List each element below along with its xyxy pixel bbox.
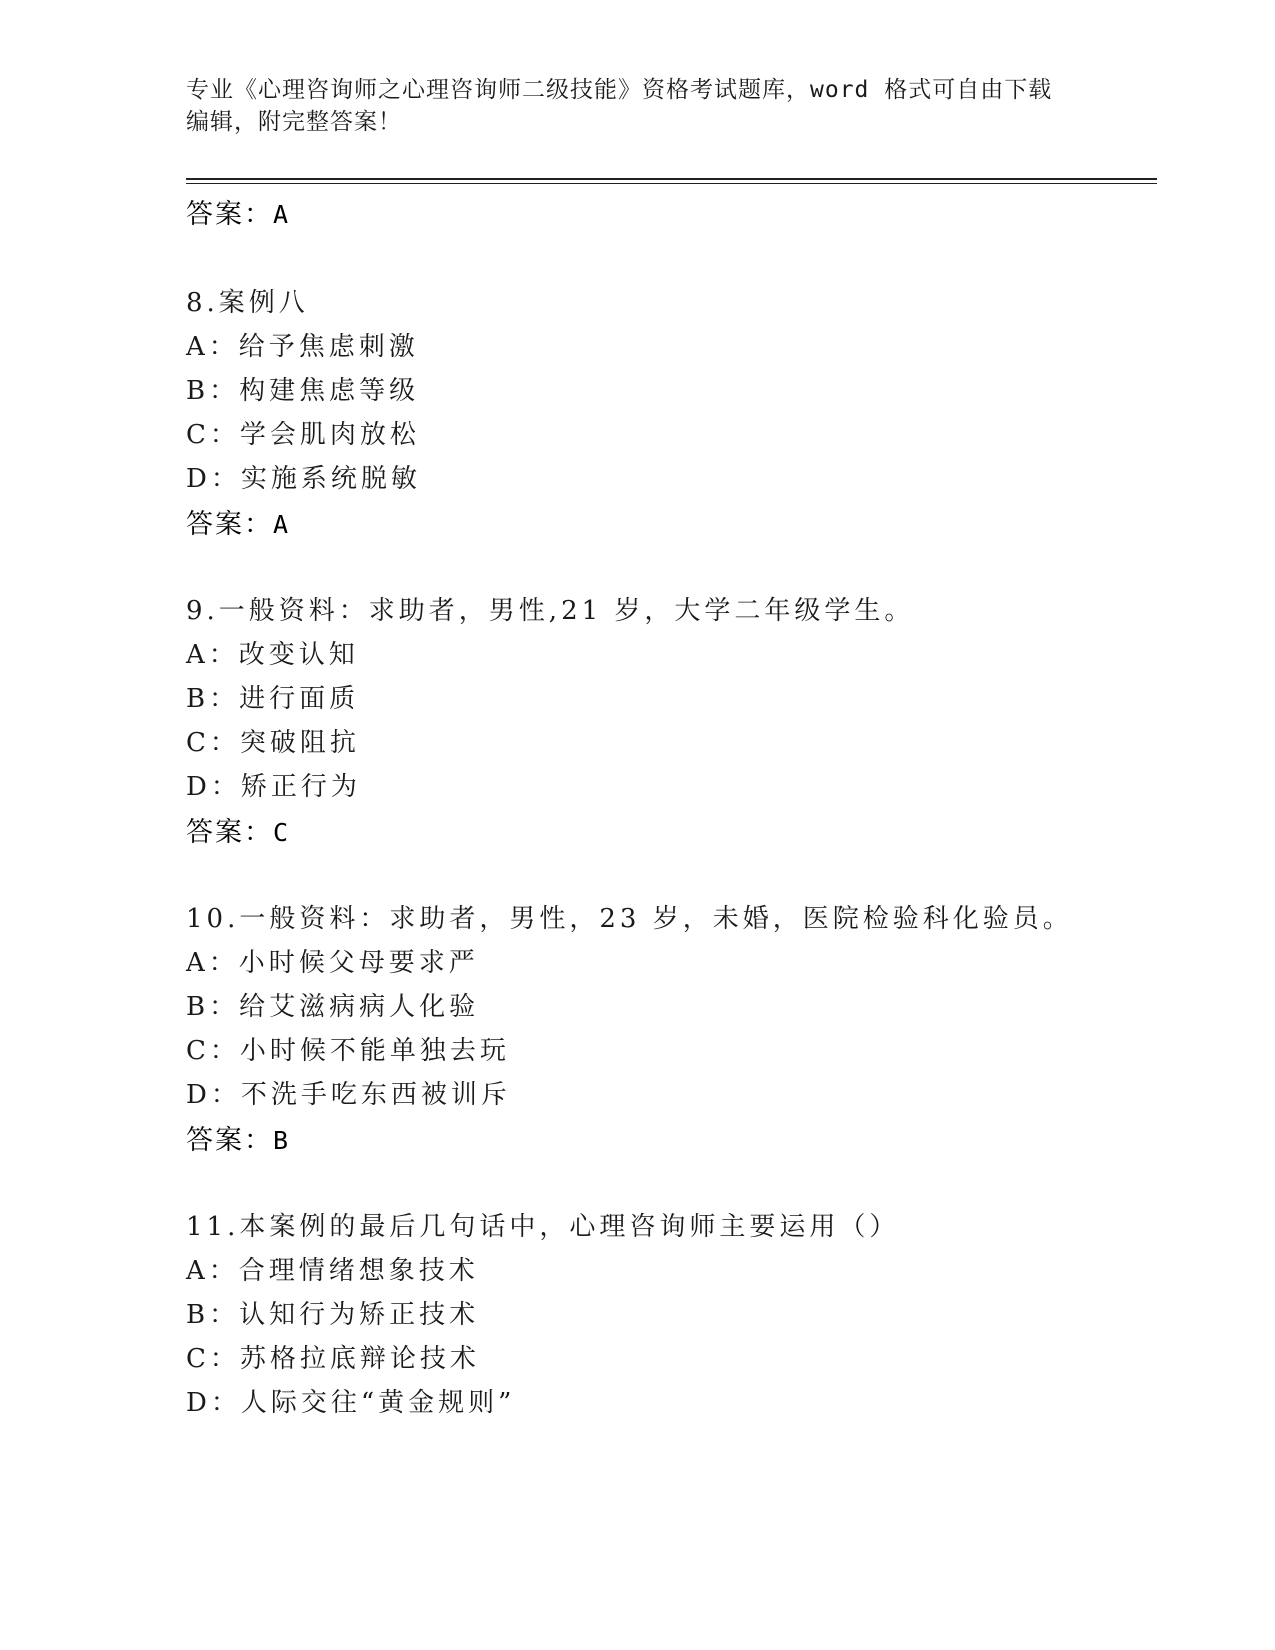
option-b: B：构建焦虑等级 [186,376,420,406]
answer-value: B [273,1126,291,1155]
header-divider-thin [186,183,1157,184]
answer-line [186,810,290,849]
answer-line [186,192,290,231]
answer-label: 答案： [186,1125,273,1156]
option-c: C：苏格拉底辩论技术 [186,1344,480,1374]
header-line-2: 编辑，附完整答案！ [186,109,402,135]
option-d: D：不洗手吃东西被训斥 [186,1080,511,1110]
option-a: A：改变认知 [186,640,359,670]
option-a: A：合理情绪想象技术 [186,1256,479,1286]
option-b: B：认知行为矫正技术 [186,1300,480,1330]
answer-value: A [273,510,291,539]
option-c: C：小时候不能单独去玩 [186,1036,510,1066]
question-stem: 11.本案例的最后几句话中，心理咨询师主要运用（） [186,1212,900,1242]
answer-label: 答案： [186,817,273,848]
option-d: D：人际交往“黄金规则” [186,1388,516,1418]
option-d: D：矫正行为 [186,772,361,802]
answer-label: 答案： [186,199,273,230]
question-stem: 10.一般资料：求助者，男性，23 岁，未婚，医院检验科化验员。 [186,904,1073,934]
header-divider-thick [186,178,1157,180]
option-d: D：实施系统脱敏 [186,464,421,494]
option-c: C：学会肌肉放松 [186,420,420,450]
answer-value: C [273,818,291,847]
option-b: B：给艾滋病病人化验 [186,992,480,1022]
question-stem: 8.案例八 [186,288,309,318]
answer-line [186,502,290,541]
option-b: B：进行面质 [186,684,360,714]
option-a: A：小时候父母要求严 [186,948,479,978]
document-header [186,74,1086,138]
answer-line [186,1118,290,1157]
option-c: C：突破阻抗 [186,728,360,758]
header-line-1: 专业《心理咨询师之心理咨询师二级技能》资格考试题库，word 格式可自由下载 [186,77,1053,103]
option-a: A：给予焦虑刺激 [186,332,419,362]
answer-value: A [273,200,291,229]
answer-label: 答案： [186,509,273,540]
question-stem: 9.一般资料：求助者，男性,21 岁，大学二年级学生。 [186,596,915,626]
